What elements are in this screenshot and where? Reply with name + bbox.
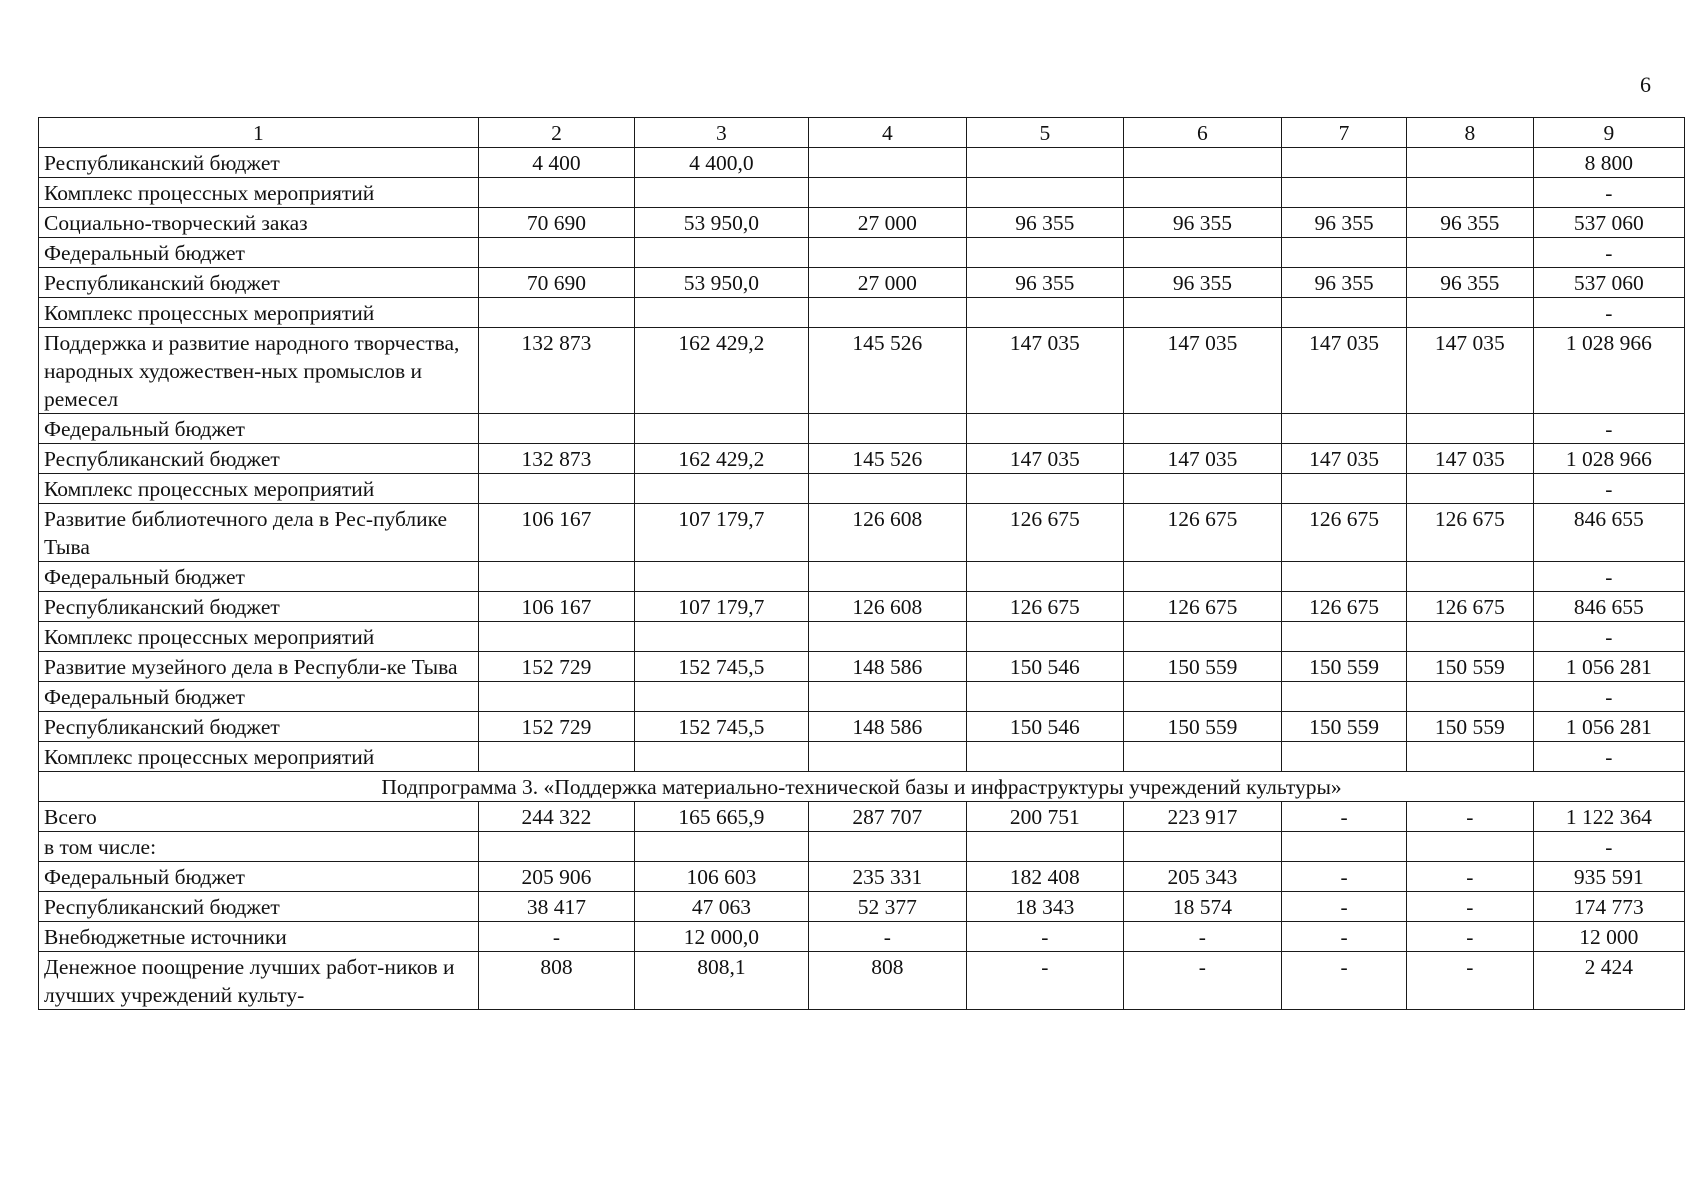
row-label: Федеральный бюджет — [39, 238, 479, 268]
value-cell: 150 559 — [1123, 712, 1282, 742]
column-header: 1 — [39, 118, 479, 148]
column-header: 9 — [1533, 118, 1684, 148]
value-cell — [478, 238, 634, 268]
value-cell: 808 — [808, 952, 967, 1010]
value-cell: - — [478, 922, 634, 952]
value-cell — [1123, 832, 1282, 862]
value-cell: 150 546 — [967, 652, 1123, 682]
value-cell: 70 690 — [478, 268, 634, 298]
value-cell: 126 675 — [967, 592, 1123, 622]
row-label: Республиканский бюджет — [39, 712, 479, 742]
value-cell — [635, 414, 808, 444]
value-cell: 205 906 — [478, 862, 634, 892]
column-header: 6 — [1123, 118, 1282, 148]
value-cell — [478, 622, 634, 652]
value-cell: 148 586 — [808, 652, 967, 682]
value-cell — [967, 298, 1123, 328]
value-cell: 165 665,9 — [635, 802, 808, 832]
value-cell: 96 355 — [1123, 208, 1282, 238]
value-cell: - — [1533, 742, 1684, 772]
table-row — [39, 414, 1685, 444]
table-row — [39, 712, 1685, 742]
value-cell: - — [808, 922, 967, 952]
table-row — [39, 562, 1685, 592]
value-cell — [635, 298, 808, 328]
value-cell — [1123, 148, 1282, 178]
value-cell — [1123, 622, 1282, 652]
value-cell: 126 675 — [1123, 504, 1282, 562]
value-cell: - — [1533, 238, 1684, 268]
value-cell: 537 060 — [1533, 268, 1684, 298]
row-label: Федеральный бюджет — [39, 414, 479, 444]
value-cell: 18 343 — [967, 892, 1123, 922]
value-cell — [635, 682, 808, 712]
value-cell — [1406, 832, 1533, 862]
value-cell: 152 745,5 — [635, 652, 808, 682]
column-header: 2 — [478, 118, 634, 148]
row-label: Комплекс процессных мероприятий — [39, 622, 479, 652]
value-cell — [478, 832, 634, 862]
value-cell — [1123, 562, 1282, 592]
value-cell: 808,1 — [635, 952, 808, 1010]
value-cell — [635, 622, 808, 652]
value-cell: 935 591 — [1533, 862, 1684, 892]
value-cell — [1406, 622, 1533, 652]
column-header: 5 — [967, 118, 1123, 148]
table-row — [39, 922, 1685, 952]
column-header: 3 — [635, 118, 808, 148]
value-cell — [808, 238, 967, 268]
value-cell — [635, 832, 808, 862]
value-cell — [478, 742, 634, 772]
value-cell — [478, 178, 634, 208]
value-cell: 96 355 — [1282, 208, 1407, 238]
table-row — [39, 268, 1685, 298]
row-label: Федеральный бюджет — [39, 562, 479, 592]
value-cell — [1123, 414, 1282, 444]
table-row — [39, 952, 1685, 1010]
value-cell — [478, 414, 634, 444]
value-cell: 152 729 — [478, 652, 634, 682]
table-row — [39, 504, 1685, 562]
value-cell: 107 179,7 — [635, 504, 808, 562]
row-label: Федеральный бюджет — [39, 862, 479, 892]
table-row — [39, 682, 1685, 712]
value-cell: 148 586 — [808, 712, 967, 742]
value-cell — [1282, 474, 1407, 504]
table-body — [39, 118, 1685, 1010]
value-cell: 147 035 — [1123, 328, 1282, 414]
value-cell — [808, 148, 967, 178]
table-row — [39, 742, 1685, 772]
table-row — [39, 148, 1685, 178]
value-cell: 96 355 — [1123, 268, 1282, 298]
value-cell — [478, 682, 634, 712]
value-cell — [635, 742, 808, 772]
column-header: 7 — [1282, 118, 1407, 148]
row-label: Развитие библиотечного дела в Рес-публике Тыва — [39, 504, 479, 562]
value-cell: 96 355 — [1406, 208, 1533, 238]
value-cell — [1406, 238, 1533, 268]
value-cell: 38 417 — [478, 892, 634, 922]
value-cell: 18 574 — [1123, 892, 1282, 922]
value-cell: 1 056 281 — [1533, 712, 1684, 742]
header-row — [39, 118, 1685, 148]
table-row — [39, 328, 1685, 414]
value-cell: 47 063 — [635, 892, 808, 922]
value-cell: 132 873 — [478, 444, 634, 474]
value-cell — [1282, 178, 1407, 208]
value-cell: 4 400,0 — [635, 148, 808, 178]
value-cell: - — [967, 952, 1123, 1010]
value-cell: 126 608 — [808, 592, 967, 622]
value-cell: - — [1533, 474, 1684, 504]
table-row — [39, 652, 1685, 682]
value-cell: 145 526 — [808, 444, 967, 474]
row-label: Внебюджетные источники — [39, 922, 479, 952]
value-cell: 150 559 — [1406, 712, 1533, 742]
value-cell — [808, 622, 967, 652]
value-cell: - — [1406, 862, 1533, 892]
value-cell — [478, 298, 634, 328]
value-cell — [808, 474, 967, 504]
value-cell: - — [1533, 832, 1684, 862]
value-cell: 70 690 — [478, 208, 634, 238]
value-cell: 27 000 — [808, 208, 967, 238]
value-cell: - — [967, 922, 1123, 952]
value-cell — [1282, 742, 1407, 772]
value-cell: 150 559 — [1406, 652, 1533, 682]
row-label: Денежное поощрение лучших работ-ников и лучших учреждений культу- — [39, 952, 479, 1010]
subprogram-title: Подпрограмма 3. «Поддержка материально-технической базы и инфраструктуры учреждений культуры» — [39, 772, 1685, 802]
row-label: Республиканский бюджет — [39, 268, 479, 298]
row-label: Федеральный бюджет — [39, 682, 479, 712]
value-cell — [967, 414, 1123, 444]
value-cell: 96 355 — [967, 208, 1123, 238]
value-cell: 106 167 — [478, 592, 634, 622]
value-cell — [808, 742, 967, 772]
value-cell: 12 000 — [1533, 922, 1684, 952]
value-cell: 182 408 — [967, 862, 1123, 892]
value-cell: 244 322 — [478, 802, 634, 832]
value-cell: - — [1406, 922, 1533, 952]
value-cell — [1406, 562, 1533, 592]
value-cell — [478, 562, 634, 592]
row-label: Всего — [39, 802, 479, 832]
value-cell: - — [1282, 862, 1407, 892]
value-cell: 8 800 — [1533, 148, 1684, 178]
value-cell — [967, 832, 1123, 862]
value-cell: 1 056 281 — [1533, 652, 1684, 682]
value-cell — [967, 562, 1123, 592]
value-cell — [808, 562, 967, 592]
table-row — [39, 892, 1685, 922]
budget-table — [38, 117, 1685, 1010]
value-cell — [808, 178, 967, 208]
value-cell — [808, 832, 967, 862]
value-cell — [635, 178, 808, 208]
value-cell — [967, 178, 1123, 208]
value-cell — [635, 238, 808, 268]
value-cell — [1123, 474, 1282, 504]
value-cell: 235 331 — [808, 862, 967, 892]
row-label: Поддержка и развитие народного творчества, народных художествен-ных промыслов и ремесел — [39, 328, 479, 414]
value-cell: 145 526 — [808, 328, 967, 414]
value-cell: - — [1282, 802, 1407, 832]
row-label: Комплекс процессных мероприятий — [39, 298, 479, 328]
column-header: 4 — [808, 118, 967, 148]
value-cell: 147 035 — [1282, 444, 1407, 474]
value-cell — [1282, 414, 1407, 444]
value-cell: - — [1406, 802, 1533, 832]
value-cell — [967, 742, 1123, 772]
table-row — [39, 862, 1685, 892]
page-number: 6 — [1640, 72, 1651, 97]
value-cell: 808 — [478, 952, 634, 1010]
value-cell: 223 917 — [1123, 802, 1282, 832]
value-cell — [808, 298, 967, 328]
value-cell — [635, 562, 808, 592]
value-cell: 287 707 — [808, 802, 967, 832]
value-cell: 12 000,0 — [635, 922, 808, 952]
value-cell: 150 559 — [1123, 652, 1282, 682]
value-cell: 126 675 — [1282, 504, 1407, 562]
value-cell: 147 035 — [1406, 328, 1533, 414]
value-cell — [635, 474, 808, 504]
value-cell: - — [1282, 952, 1407, 1010]
value-cell — [1123, 742, 1282, 772]
value-cell: 4 400 — [478, 148, 634, 178]
value-cell: 147 035 — [967, 328, 1123, 414]
value-cell — [1406, 414, 1533, 444]
subprogram-row — [39, 772, 1685, 802]
value-cell: 53 950,0 — [635, 268, 808, 298]
value-cell: 150 559 — [1282, 652, 1407, 682]
table-row — [39, 298, 1685, 328]
value-cell: - — [1406, 892, 1533, 922]
value-cell — [1123, 238, 1282, 268]
value-cell: 106 167 — [478, 504, 634, 562]
row-label: Республиканский бюджет — [39, 444, 479, 474]
value-cell — [1282, 238, 1407, 268]
value-cell — [1123, 298, 1282, 328]
value-cell — [1123, 178, 1282, 208]
value-cell: 846 655 — [1533, 504, 1684, 562]
row-label: Республиканский бюджет — [39, 148, 479, 178]
value-cell: 126 675 — [1406, 592, 1533, 622]
table-row — [39, 802, 1685, 832]
value-cell: 174 773 — [1533, 892, 1684, 922]
row-label: Социально-творческий заказ — [39, 208, 479, 238]
value-cell: 147 035 — [1406, 444, 1533, 474]
value-cell: 27 000 — [808, 268, 967, 298]
row-label: Развитие музейного дела в Республи-ке Тыва — [39, 652, 479, 682]
value-cell: 132 873 — [478, 328, 634, 414]
value-cell: 126 675 — [1123, 592, 1282, 622]
row-label: Республиканский бюджет — [39, 592, 479, 622]
value-cell: 150 546 — [967, 712, 1123, 742]
row-label: Комплекс процессных мероприятий — [39, 742, 479, 772]
value-cell — [1282, 682, 1407, 712]
value-cell: 1 122 364 — [1533, 802, 1684, 832]
value-cell — [967, 474, 1123, 504]
row-label: в том числе: — [39, 832, 479, 862]
table-row — [39, 178, 1685, 208]
value-cell: - — [1282, 922, 1407, 952]
table-row — [39, 238, 1685, 268]
table-row — [39, 622, 1685, 652]
value-cell: - — [1533, 298, 1684, 328]
value-cell: 147 035 — [967, 444, 1123, 474]
row-label: Комплекс процессных мероприятий — [39, 474, 479, 504]
value-cell: 2 424 — [1533, 952, 1684, 1010]
value-cell — [1282, 562, 1407, 592]
value-cell: 152 745,5 — [635, 712, 808, 742]
value-cell — [808, 414, 967, 444]
value-cell: 126 675 — [967, 504, 1123, 562]
value-cell — [1282, 832, 1407, 862]
table-row — [39, 474, 1685, 504]
value-cell — [1123, 682, 1282, 712]
value-cell: 1 028 966 — [1533, 444, 1684, 474]
row-label: Комплекс процессных мероприятий — [39, 178, 479, 208]
value-cell — [1406, 178, 1533, 208]
value-cell: - — [1282, 892, 1407, 922]
value-cell — [478, 474, 634, 504]
value-cell: 126 608 — [808, 504, 967, 562]
value-cell: 96 355 — [1282, 268, 1407, 298]
value-cell: 52 377 — [808, 892, 967, 922]
value-cell: 147 035 — [1123, 444, 1282, 474]
value-cell: - — [1406, 952, 1533, 1010]
value-cell — [1406, 298, 1533, 328]
row-label: Республиканский бюджет — [39, 892, 479, 922]
value-cell — [1406, 474, 1533, 504]
value-cell: 162 429,2 — [635, 328, 808, 414]
value-cell: - — [1533, 414, 1684, 444]
value-cell — [1406, 148, 1533, 178]
value-cell: 150 559 — [1282, 712, 1407, 742]
value-cell: 537 060 — [1533, 208, 1684, 238]
value-cell: 107 179,7 — [635, 592, 808, 622]
value-cell: 152 729 — [478, 712, 634, 742]
value-cell: 147 035 — [1282, 328, 1407, 414]
value-cell — [967, 622, 1123, 652]
value-cell: 106 603 — [635, 862, 808, 892]
table-row — [39, 208, 1685, 238]
value-cell: - — [1533, 562, 1684, 592]
value-cell — [1282, 622, 1407, 652]
column-header: 8 — [1406, 118, 1533, 148]
value-cell: 1 028 966 — [1533, 328, 1684, 414]
table-row — [39, 444, 1685, 474]
value-cell — [1282, 148, 1407, 178]
value-cell: 96 355 — [967, 268, 1123, 298]
value-cell: - — [1123, 952, 1282, 1010]
value-cell — [1406, 682, 1533, 712]
value-cell — [967, 682, 1123, 712]
value-cell — [967, 148, 1123, 178]
value-cell: 96 355 — [1406, 268, 1533, 298]
value-cell: - — [1123, 922, 1282, 952]
value-cell: - — [1533, 682, 1684, 712]
value-cell: 162 429,2 — [635, 444, 808, 474]
value-cell: - — [1533, 178, 1684, 208]
value-cell — [967, 238, 1123, 268]
value-cell: 126 675 — [1406, 504, 1533, 562]
table-row — [39, 832, 1685, 862]
value-cell: - — [1533, 622, 1684, 652]
value-cell: 205 343 — [1123, 862, 1282, 892]
value-cell: 53 950,0 — [635, 208, 808, 238]
value-cell: 846 655 — [1533, 592, 1684, 622]
value-cell: 200 751 — [967, 802, 1123, 832]
value-cell — [1406, 742, 1533, 772]
value-cell: 126 675 — [1282, 592, 1407, 622]
value-cell — [1282, 298, 1407, 328]
table-row — [39, 592, 1685, 622]
value-cell — [808, 682, 967, 712]
